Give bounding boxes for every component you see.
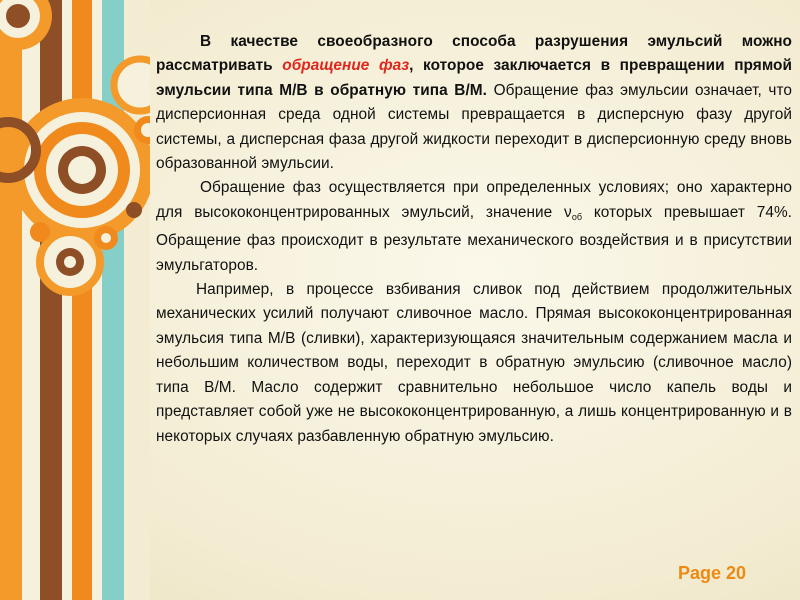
phase-inversion-term: обращение фаз: [282, 57, 410, 75]
decorative-stripes-circles: [0, 0, 150, 600]
paragraph-2: [156, 176, 792, 278]
page-number: Page 20: [677, 563, 746, 583]
paragraph-1-bold-continuation: , которое заключается в превращении прямой эмульсии типа М/В в обратную типа В/М.: [156, 57, 793, 99]
paragraph-3: [156, 278, 792, 449]
paragraph-1-bold-intro: В качестве своеобразного способа разрушения эмульсий можно рассматривать: [156, 33, 792, 75]
paragraph-3-text: Например, в процессе взбивания сливок под действием продолжительных механических усилий получают сливочное масло. Прямая высококонцентрированная эмульсия типа М/В (сливки), характеризующаяся значительным содержанием масла и небольшим количеством воды, переходит в обратную эмульсию (сливочное масло) типа В/М. Масло содержит сравнительно небольшое число капель воды и представляет собой уже не высококонцентрированную, а лишь концентрированную и в некоторых случаях разбавленную обратную эмульсию.: [156, 281, 792, 445]
paragraph-2-end: которых превышает 74%. Обращение фаз происходит в результате механического воздействия и в присутствии эмульгаторов.: [156, 203, 793, 274]
paragraph-1-rest: Обращение фаз эмульсии означает, что дисперсионная среда одной системы превращается в дисперсную фазу другой системы, а дисперсная фаза другой жидкости переходит в дисперсионную среду вновь образованной эмульсии.: [156, 81, 792, 173]
paragraph-2-start: Обращение фаз осуществляется при определенных условиях; оно характерно для высококонцентрированных эмульсий, значение ν: [156, 179, 792, 221]
slide-body: [156, 30, 792, 449]
nu-subscript: об: [571, 211, 583, 222]
paragraph-1: [156, 30, 792, 176]
